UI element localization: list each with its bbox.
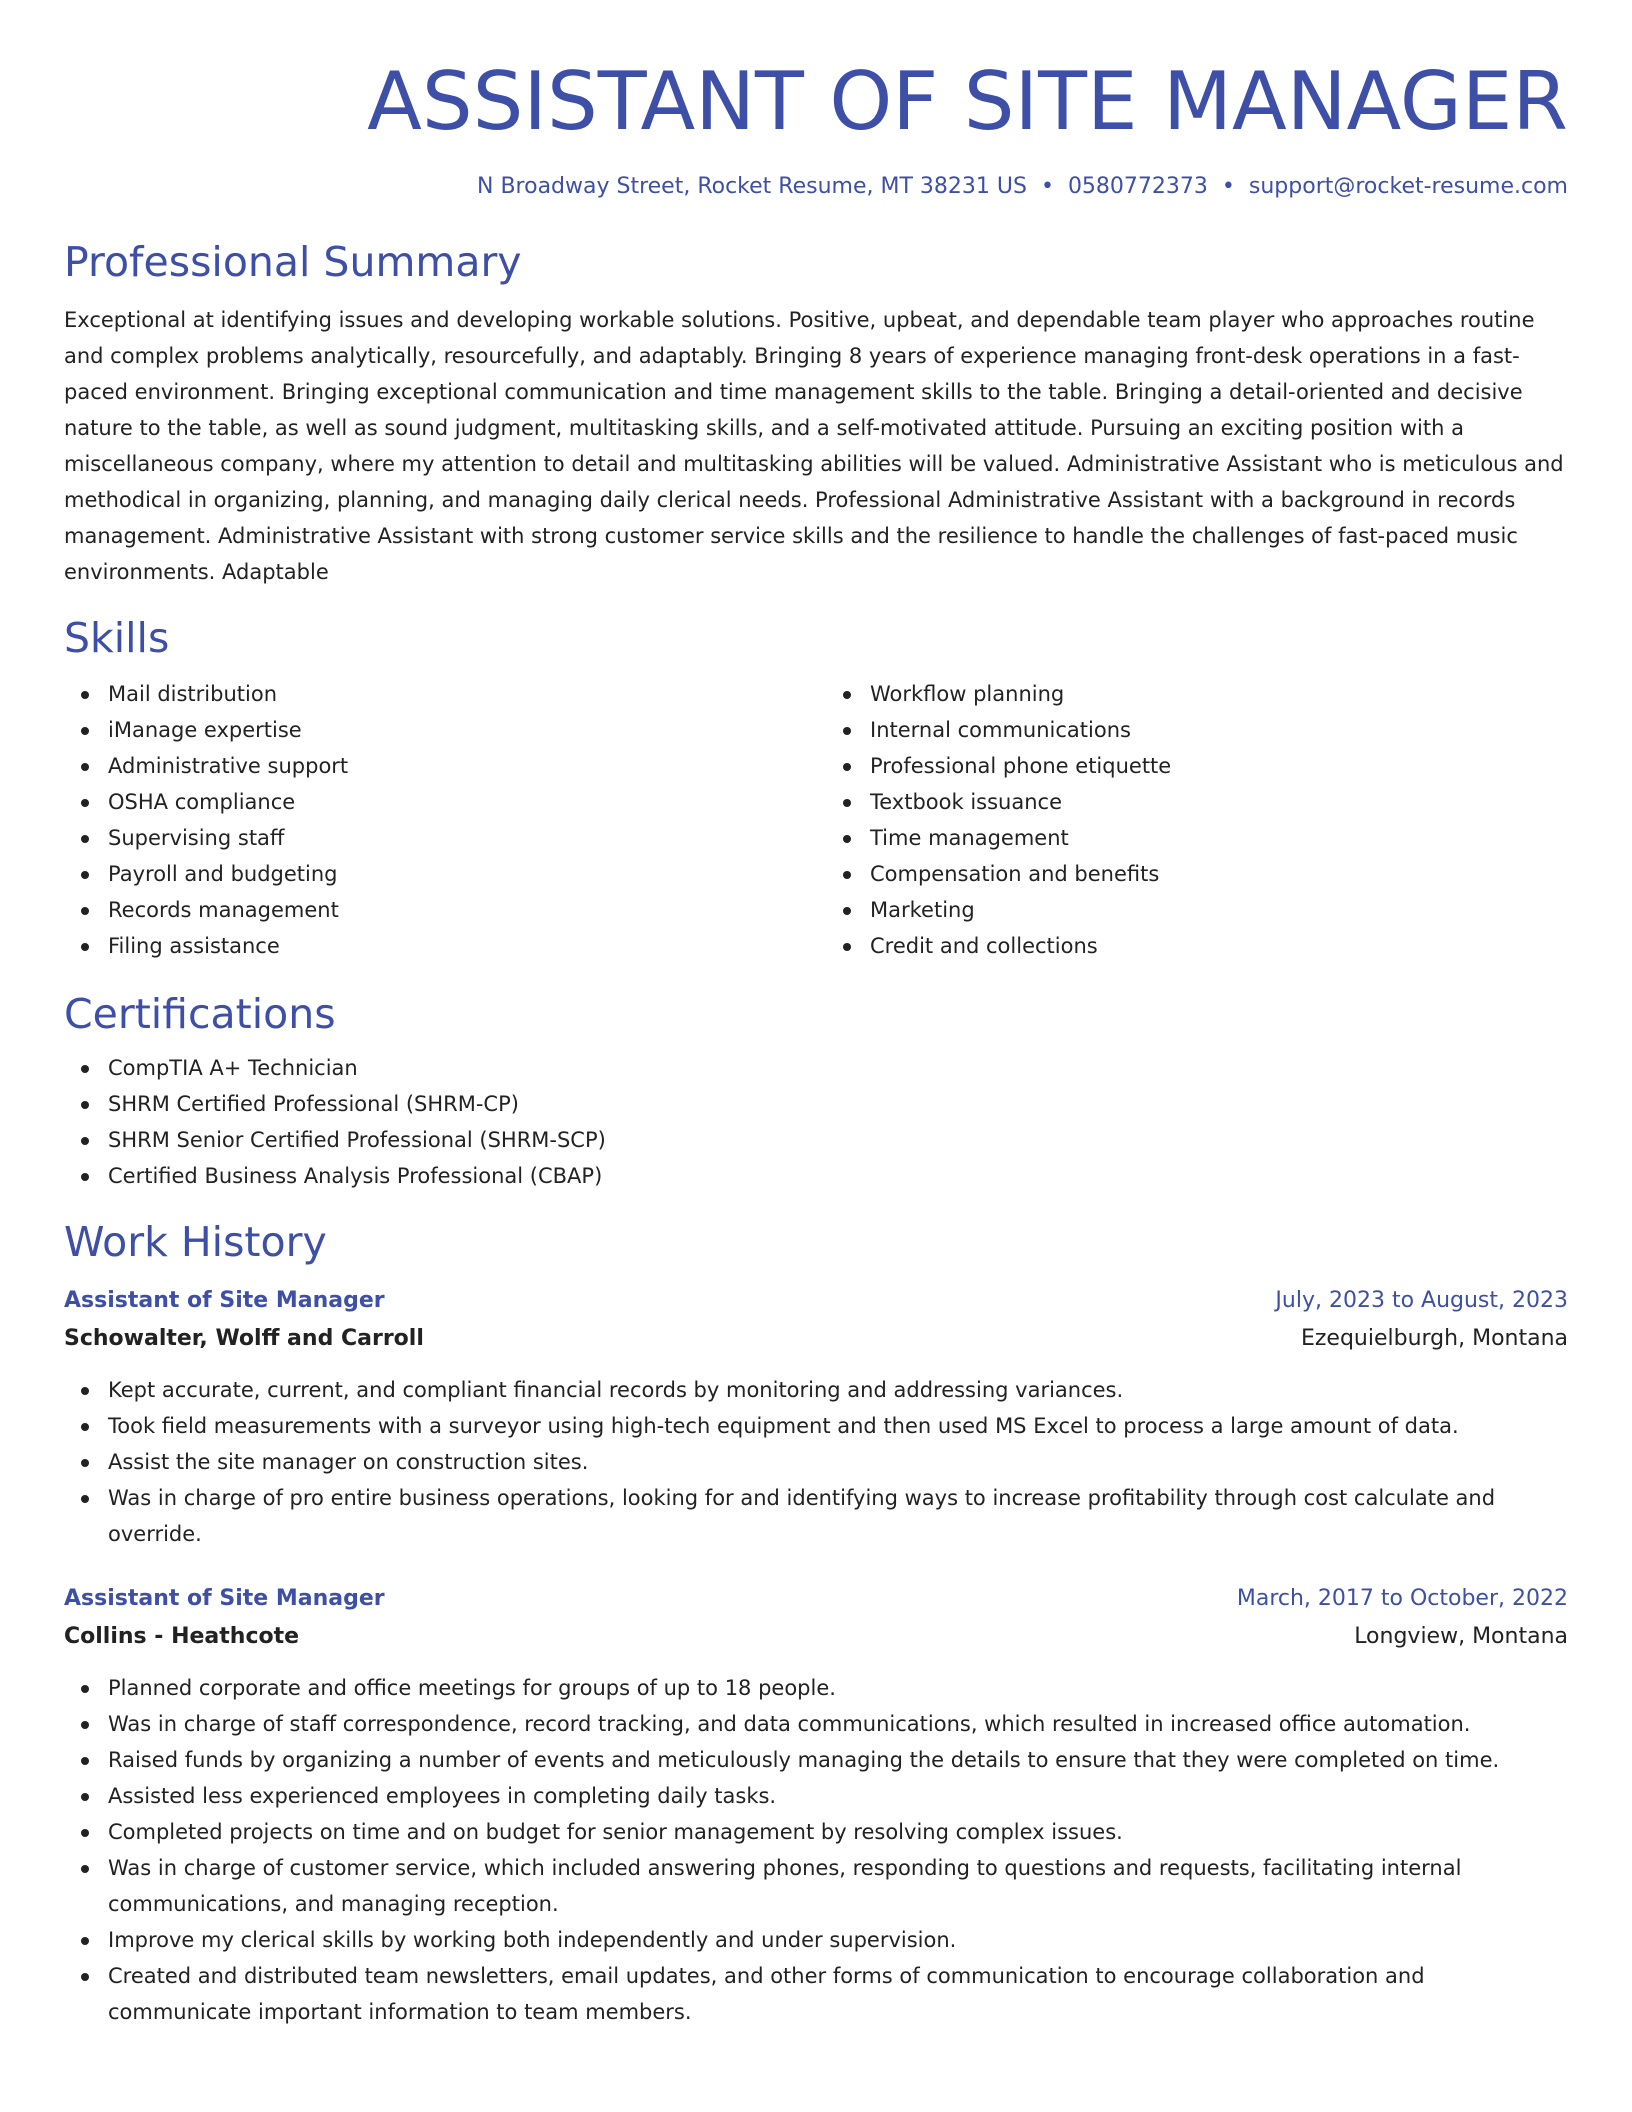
certifications-heading: Certifications — [64, 990, 336, 1038]
contact-phone: 0580772373 — [1067, 174, 1208, 199]
job-dates: July, 2023 to August, 2023 — [1275, 1288, 1568, 1313]
skill-item: Compensation and benefits — [826, 856, 1568, 892]
job-duty: Was in charge of pro entire business operations, looking for and identifying ways to increase profitability through cost calculate and override. — [64, 1480, 1568, 1552]
job-duty: Raised funds by organizing a number of events and meticulously managing the details to ensure that they were completed on time. — [64, 1742, 1568, 1778]
certification-item: Certified Business Analysis Professional (CBAP) — [64, 1158, 1568, 1194]
skill-item: iManage expertise — [64, 712, 806, 748]
skill-item: OSHA compliance — [64, 784, 806, 820]
job-duty: Created and distributed team newsletters, email updates, and other forms of communication to encourage collaboration and communicate important information to team members. — [64, 1958, 1568, 2030]
resume-name: ASSISTANT OF SITE MANAGER — [367, 55, 1568, 148]
skill-item: Filing assistance — [64, 928, 806, 964]
skill-item: Credit and collections — [826, 928, 1568, 964]
certifications-list — [64, 1050, 1568, 1194]
skill-item: Mail distribution — [64, 676, 806, 712]
contact-email: support@rocket-resume.com — [1248, 174, 1568, 199]
job-company-row — [64, 1320, 1568, 1358]
job-dates: March, 2017 to October, 2022 — [1236, 1586, 1568, 1611]
skill-item: Professional phone etiquette — [826, 748, 1568, 784]
skill-item: Records management — [64, 892, 806, 928]
skill-item: Textbook issuance — [826, 784, 1568, 820]
job-company: Schowalter, Wolff and Carroll — [64, 1326, 424, 1351]
job-location: Ezequielburgh, Montana — [1300, 1326, 1568, 1351]
skill-item: Internal communications — [826, 712, 1568, 748]
job-duty: Assisted less experienced employees in completing daily tasks. — [64, 1778, 1568, 1814]
contact-separator: • — [1221, 174, 1235, 199]
skills-list-right — [826, 676, 1568, 964]
contact-separator: • — [1040, 174, 1054, 199]
summary-text: Exceptional at identifying issues and developing workable solutions. Positive, upbeat, and dependable team player who approaches routine and complex problems analytically, resourcefully, and adaptably. Bringing 8 years of experience managing front-desk operations in a fast-paced environment. Bringing exceptional communication and time management skills to the table. Bringing a detail-oriented and decisive nature to the table, as well as sound judgment, multitasking skills, and a self-motivated attitude. Pursuing an exciting position with a miscellaneous company, where my attention to detail and multitasking abilities will be valued. Administrative Assistant who is meticulous and methodical in organizing, planning, and managing daily clerical needs. Professional Administrative Assistant with a background in records management. Administrative Assistant with strong customer service skills and the resilience to handle the challenges of fast-paced music environments. Adaptable — [64, 308, 1564, 584]
job-entry — [64, 1580, 1568, 2030]
skill-item: Supervising staff — [64, 820, 806, 856]
job-duty: Planned corporate and office meetings for groups of up to 18 people. — [64, 1670, 1568, 1706]
job-title: Assistant of Site Manager — [64, 1288, 385, 1313]
certification-item: SHRM Senior Certified Professional (SHRM-SCP) — [64, 1122, 1568, 1158]
skills-heading: Skills — [64, 614, 170, 662]
job-duty: Was in charge of staff correspondence, record tracking, and data communications, which resulted in increased office automation. — [64, 1706, 1568, 1742]
work-history-heading: Work History — [64, 1218, 327, 1266]
job-entry — [64, 1282, 1568, 1552]
job-company-row — [64, 1618, 1568, 1656]
job-duty: Improve my clerical skills by working both independently and under supervision. — [64, 1922, 1568, 1958]
resume-page — [64, 52, 1568, 2030]
contact-line — [64, 172, 1568, 202]
skills-list-left — [64, 676, 806, 964]
skill-item: Time management — [826, 820, 1568, 856]
skill-item: Workflow planning — [826, 676, 1568, 712]
skill-item: Administrative support — [64, 748, 806, 784]
summary-heading: Professional Summary — [64, 238, 522, 286]
job-location: Longview, Montana — [1354, 1624, 1568, 1649]
skill-item: Payroll and budgeting — [64, 856, 806, 892]
job-duties-list — [64, 1372, 1568, 1552]
job-duties-list — [64, 1670, 1568, 2030]
certification-item: CompTIA A+ Technician — [64, 1050, 1568, 1086]
certification-item: SHRM Certified Professional (SHRM-CP) — [64, 1086, 1568, 1122]
contact-address: N Broadway Street, Rocket Resume, MT 38231 US — [477, 174, 1027, 199]
job-duty: Was in charge of customer service, which included answering phones, responding to questions and requests, facilitating internal communications, and managing reception. — [64, 1850, 1568, 1922]
job-duty: Kept accurate, current, and compliant financial records by monitoring and addressing variances. — [64, 1372, 1568, 1408]
job-duty: Assist the site manager on construction sites. — [64, 1444, 1568, 1480]
job-header-row — [64, 1580, 1568, 1618]
job-duty: Took field measurements with a surveyor using high-tech equipment and then used MS Excel to process a large amount of data. — [64, 1408, 1568, 1444]
job-company: Collins - Heathcote — [64, 1624, 300, 1649]
job-duty: Completed projects on time and on budget for senior management by resolving complex issues. — [64, 1814, 1568, 1850]
skill-item: Marketing — [826, 892, 1568, 928]
skills-grid — [64, 676, 1568, 964]
job-header-row — [64, 1282, 1568, 1320]
job-title: Assistant of Site Manager — [64, 1586, 385, 1611]
